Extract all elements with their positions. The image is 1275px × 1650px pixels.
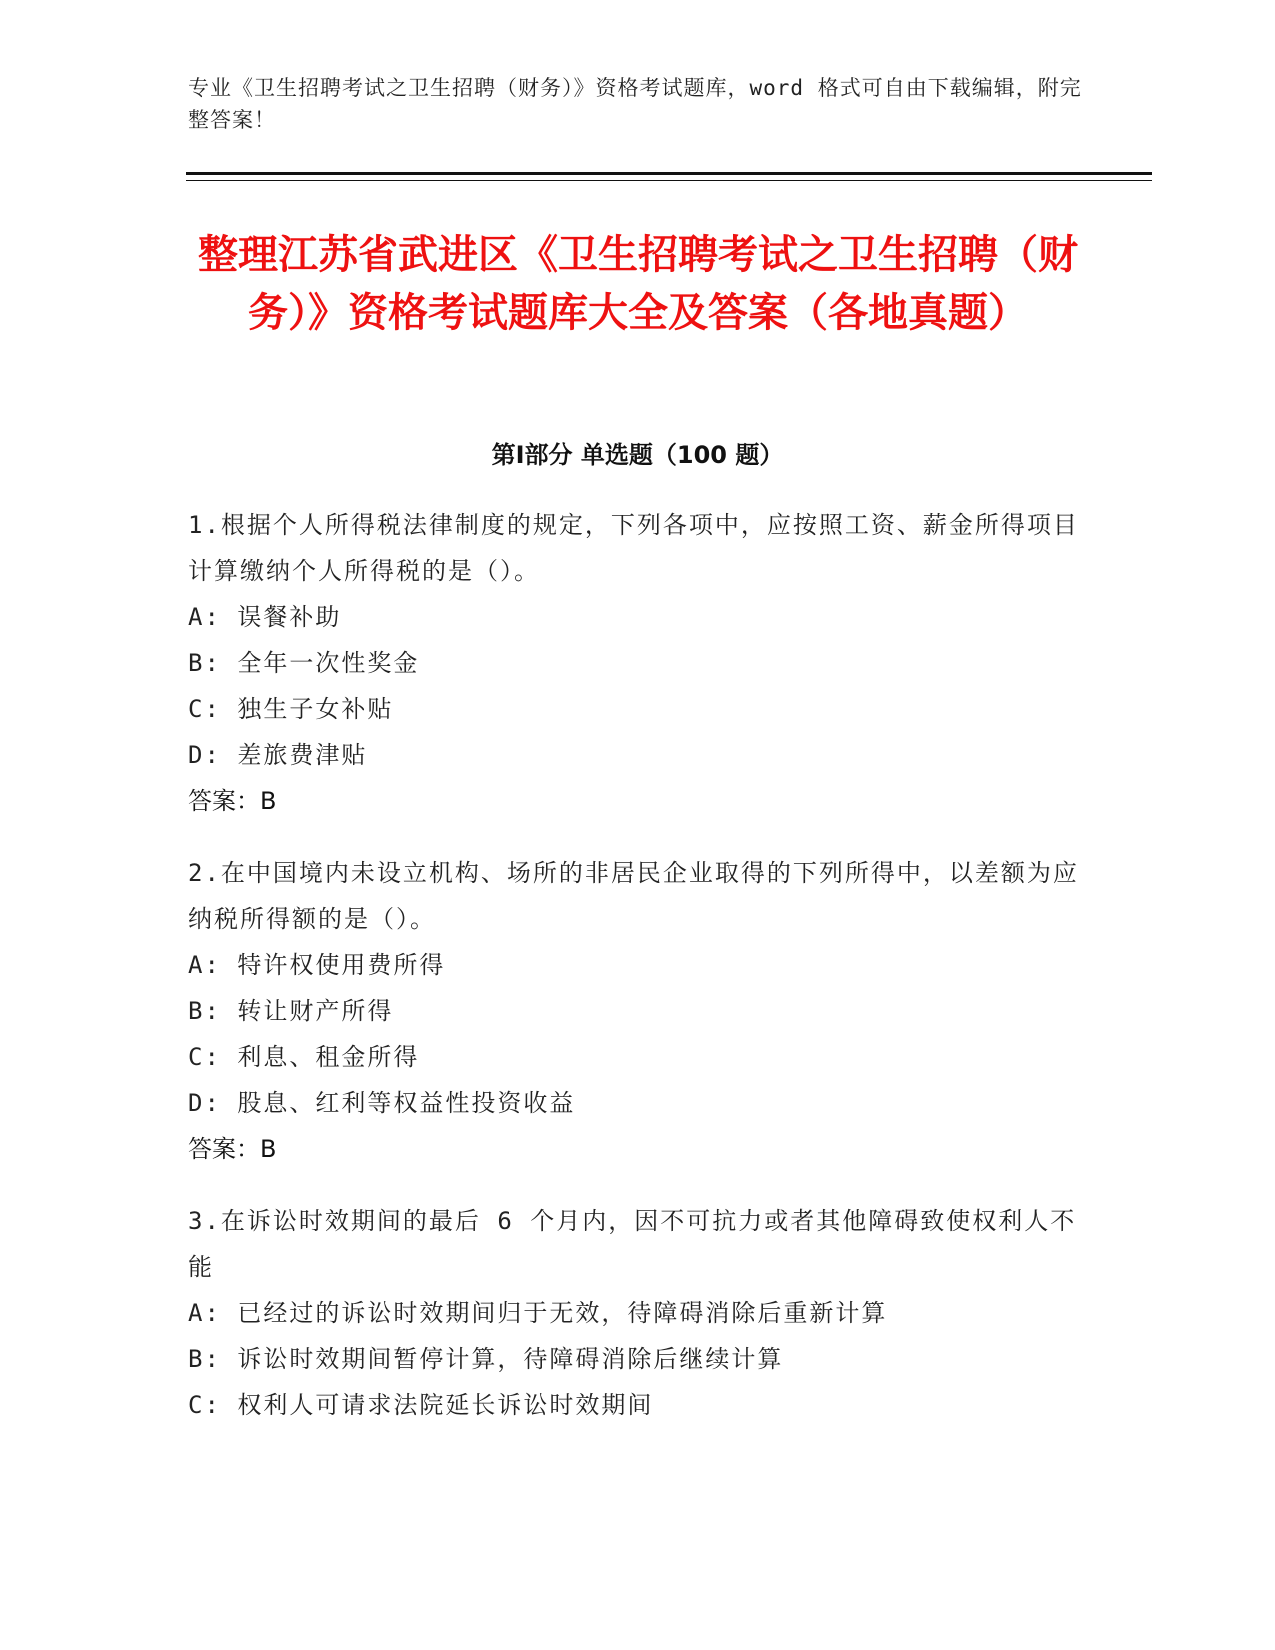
- option-d: D: 股息、红利等权益性投资收益: [188, 1089, 576, 1117]
- section-title: 第Ⅰ部分 单选题（100 题）: [491, 441, 784, 469]
- option-b: B: 全年一次性奖金: [188, 649, 420, 677]
- option-a: A: 已经过的诉讼时效期间归于无效，待障碍消除后重新计算: [188, 1299, 888, 1327]
- question-3: [188, 1198, 1088, 1428]
- option-c: C: 利息、租金所得: [188, 1043, 420, 1071]
- option-c: C: 独生子女补贴: [188, 695, 394, 723]
- header-divider-thick: [186, 172, 1152, 175]
- option-d: D: 差旅费津贴: [188, 741, 368, 769]
- option-a: A: 特许权使用费所得: [188, 951, 446, 979]
- answer: 答案：B: [188, 787, 277, 815]
- option-a: A: 误餐补助: [188, 603, 342, 631]
- header-note: 专业《卫生招聘考试之卫生招聘（财务）》资格考试题库，word 格式可自由下载编辑，附完整答案！: [188, 76, 1082, 132]
- header-divider-thin: [186, 180, 1152, 181]
- question-2: [188, 850, 1088, 1172]
- question-stem: 1.根据个人所得税法律制度的规定，下列各项中，应按照工资、薪金所得项目计算缴纳个人所得税的是（）。: [188, 511, 1079, 585]
- document-title: 整理江苏省武进区《卫生招聘考试之卫生招聘（财务）》资格考试题库大全及答案（各地真题）: [198, 232, 1078, 336]
- question-1: [188, 502, 1088, 824]
- option-b: B: 转让财产所得: [188, 997, 394, 1025]
- option-c: C: 权利人可请求法院延长诉讼时效期间: [188, 1391, 654, 1419]
- question-stem: 3.在诉讼时效期间的最后 6 个月内，因不可抗力或者其他障碍致使权利人不能: [188, 1207, 1077, 1281]
- question-stem: 2.在中国境内未设立机构、场所的非居民企业取得的下列所得中，以差额为应纳税所得额的是（）。: [188, 859, 1079, 933]
- answer: 答案：B: [188, 1135, 277, 1163]
- option-b: B: 诉讼时效期间暂停计算，待障碍消除后继续计算: [188, 1345, 784, 1373]
